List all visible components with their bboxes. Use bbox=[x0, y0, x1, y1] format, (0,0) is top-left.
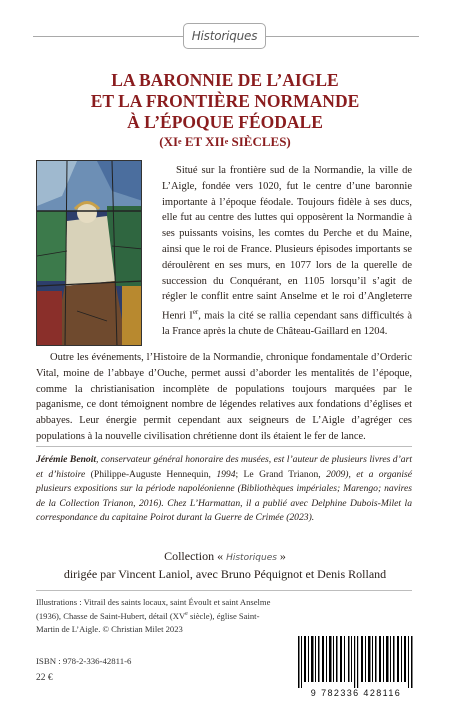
title-line-1: LA BARONNIE DE L’AIGLE bbox=[111, 70, 339, 90]
divider bbox=[36, 446, 412, 447]
divider bbox=[36, 590, 412, 591]
price: 22 € bbox=[36, 673, 53, 683]
barcode-number: 9 782336 428116 bbox=[310, 688, 402, 698]
summary-paragraph-1: Situé sur la frontière sud de la Normandie, la ville de L’Aigle, fondée vers 1020, fut le centre d’une baronnie importante à l’époque féodale. Toujours fidèle à ses ducs, elle fut au centre des luttes qui opposèrent la Normandie à ses puissants voisins, les comtes du Perche et du Maine, ainsi que le roi de France. Plusieurs épisodes importants se déroulèrent en ses murs, en 1077 lors de la querelle de succession du Conquérant, en 1105 lorsqu’il s’agit de régler le conflit entre saint Anselme et le roi d’Angleterre Henri Ier, mais la cité se rallia cependant sans difficultés à la France après la chute de Château-Gaillard en 1204. bbox=[162, 165, 413, 338]
barcode-icon bbox=[296, 636, 416, 688]
illustration-credits: Illustrations : Vitrail des saints locaux, saint Évoult et saint Anselme (1936), Chasse de Saint-Hubert, détail (XVe siècle), église Saint-Martin de L’Aigle. © Christian Milet 2023 bbox=[36, 597, 271, 634]
stained-glass-image bbox=[36, 160, 142, 346]
collection-directors: dirigée par Vincent Laniol, avec Bruno Péquignot et Denis Rolland bbox=[63, 567, 387, 581]
header-rule-right bbox=[266, 36, 419, 37]
collection-line-1: Collection « Historiques » bbox=[164, 549, 286, 563]
title-line-3: À L’ÉPOQUE FÉODALE bbox=[127, 112, 323, 132]
collection-tab: Historiques bbox=[183, 23, 266, 49]
book-title bbox=[20, 70, 430, 151]
isbn: ISBN : 978-2-336-42811-6 bbox=[36, 656, 132, 666]
summary-paragraph-2: Outre les événements, l’Histoire de la Normandie, chronique fondamentale d’Orderic Vital, moine de l’abbaye d’Ouche, permet aussi d’aborder les mentalités de l’époque, comme la christianisation incomplète de populations toujours marquées par le paganisme, ce dont témoignent nombre de légendes relatives aux fondations d’églises et abbayes. Leur énergie permit cependant aux seigneurs de L’Aigle d’agréger ces populations à la nouvelle civilisation chrétienne dont ils étaient le fer de lance. bbox=[36, 352, 412, 442]
header-rule-left bbox=[33, 36, 183, 37]
collection-header bbox=[0, 20, 450, 50]
collection-info bbox=[20, 548, 430, 582]
title-subtitle: (XIe ET XIIe SIÈCLES) bbox=[159, 134, 291, 149]
author-bio: Jérémie Benoit, conservateur général honoraire des musées, est l’auteur de plusieurs livres d’art et d’histoire (Philippe-Auguste Hennequin, 1994; Le Grand Trianon, 2009), et a organisé plusieurs expositions sur la période napoléonienne (Bibliothèques impériales; Marengo; navires de la Collection Trianon, 2016). Chez L’Harmattan, il a publié avec Delphine Dubois-Milet la correspondance du capitaine Poirot durant la Guerre de Crimée (2023). bbox=[36, 454, 412, 524]
title-line-2: ET LA FRONTIÈRE NORMANDE bbox=[90, 91, 360, 111]
